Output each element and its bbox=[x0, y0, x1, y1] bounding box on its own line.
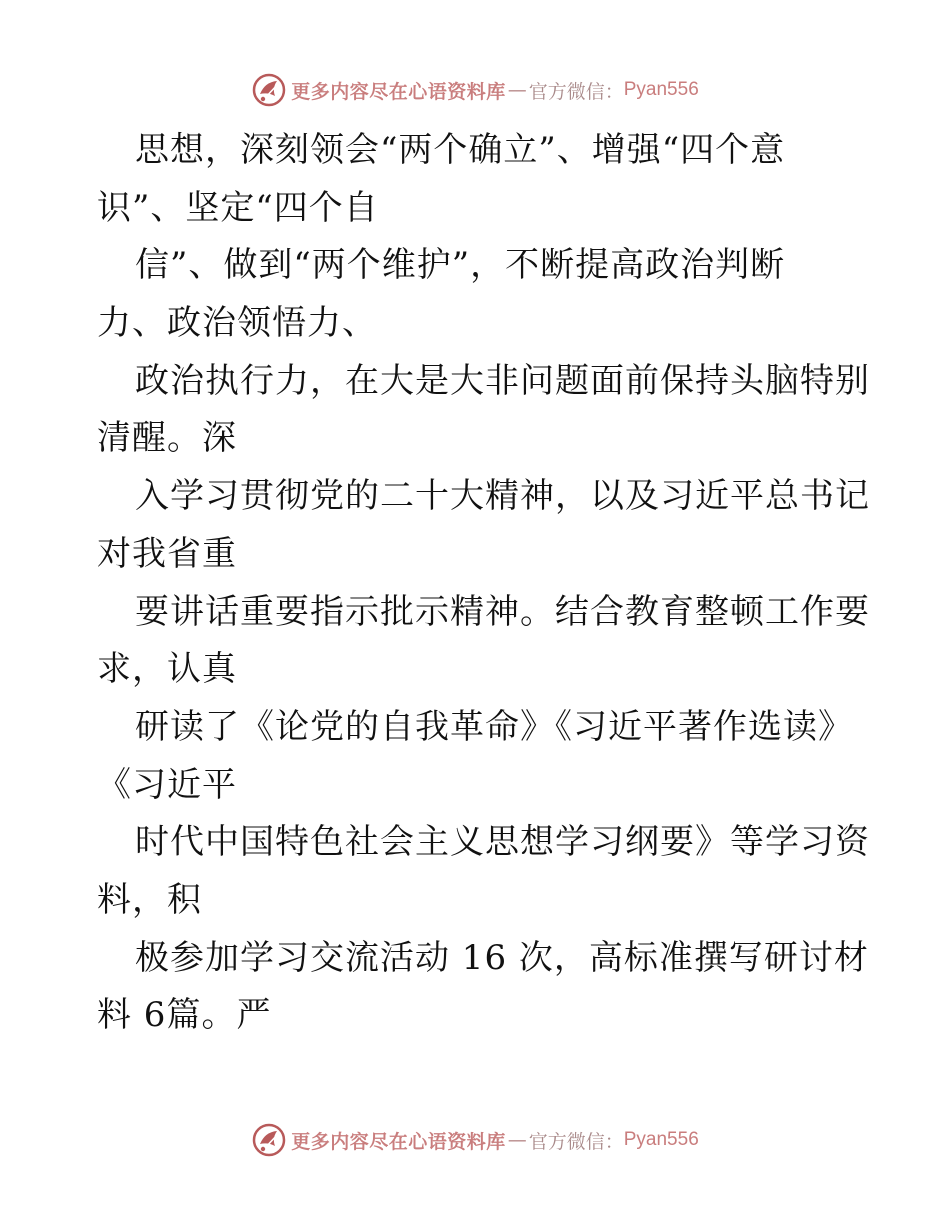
footer-watermark bbox=[0, 1120, 950, 1160]
body-line: 求，认真 bbox=[97, 649, 237, 690]
watermark-dash: — bbox=[507, 1129, 527, 1151]
body-line: 清醒。深 bbox=[97, 418, 237, 459]
body-line: 《习近平 bbox=[97, 764, 237, 805]
body-line: 识”、坚定“四个自 bbox=[97, 187, 379, 228]
body-line: 政治执行力，在大是大非问题面前保持头脑特别 bbox=[135, 360, 870, 401]
body-line: 研读了《论党的自我革命》《习近平著作选读》 bbox=[135, 706, 853, 747]
logo-icon bbox=[251, 72, 287, 108]
body-line: 对我省重 bbox=[97, 533, 237, 574]
watermark-dash: — bbox=[507, 79, 527, 101]
watermark-id: Pyan556 bbox=[623, 79, 699, 100]
logo-icon bbox=[251, 1122, 287, 1158]
body-line: 时代中国特色社会主义思想学习纲要》等学习资 bbox=[135, 822, 870, 863]
body-line: 力、政治领悟力、 bbox=[97, 303, 377, 344]
header-watermark bbox=[0, 70, 950, 110]
body-line: 极参加学习交流活动 16 次，高标准撰写研讨材 bbox=[135, 937, 869, 978]
body-line: 料 6篇。严 bbox=[97, 995, 272, 1036]
body-line: 思想，深刻领会“两个确立”、增强“四个意 bbox=[135, 130, 786, 170]
watermark-sub-text: 官方微信： bbox=[528, 1130, 624, 1153]
watermark-sub-text: 官方微信： bbox=[528, 80, 624, 103]
watermark-main-text: 更多内容尽在心语资料库 bbox=[291, 80, 506, 103]
watermark-id: Pyan556 bbox=[623, 1129, 699, 1150]
body-line: 信”、做到“两个维护”，不断提高政治判断 bbox=[135, 245, 786, 286]
body-line: 料，积 bbox=[97, 879, 202, 920]
body-line: 要讲话重要指示批示精神。结合教育整顿工作要 bbox=[135, 591, 870, 632]
document-body bbox=[97, 122, 870, 1045]
body-line: 入学习贯彻党的二十大精神，以及习近平总书记 bbox=[135, 476, 870, 517]
watermark-main-text: 更多内容尽在心语资料库 bbox=[291, 1130, 506, 1153]
